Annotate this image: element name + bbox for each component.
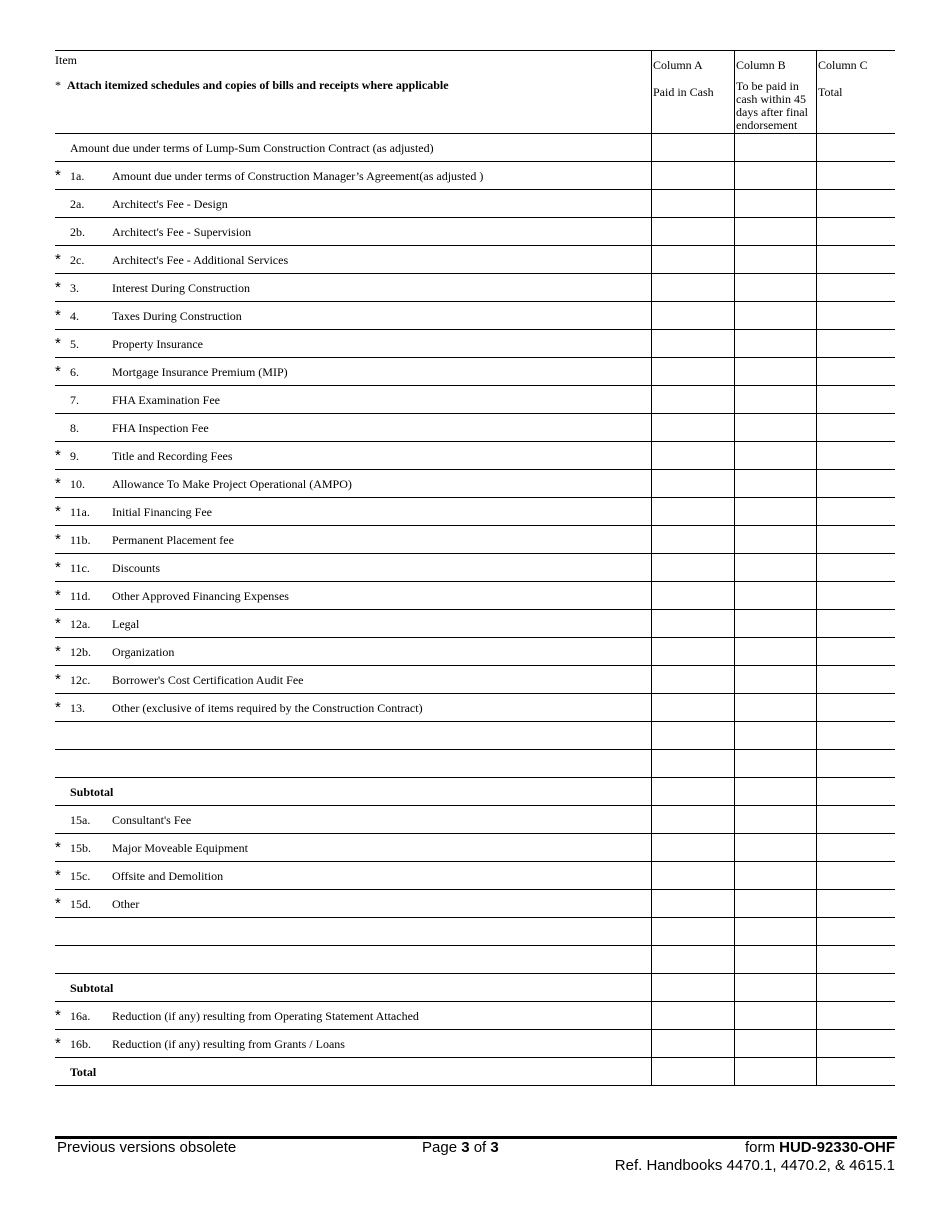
footer-obsolete-note: Previous versions obsolete	[57, 1139, 237, 1156]
column-c-cell[interactable]	[817, 694, 895, 721]
column-c-cell[interactable]	[817, 330, 895, 357]
column-divider	[651, 51, 652, 133]
column-a-cell[interactable]	[652, 946, 734, 973]
table-row	[55, 610, 895, 638]
form-id: form HUD-92330-OHF	[744, 1139, 895, 1156]
row-number: 15b.	[70, 841, 91, 855]
column-c-cell[interactable]	[817, 526, 895, 553]
attach-instruction: * Attach itemized schedules and copies of bills and receipts where applicable	[55, 78, 449, 92]
row-number: 8.	[70, 421, 79, 435]
column-b-cell[interactable]	[735, 554, 816, 581]
row-description: Other	[112, 897, 140, 911]
column-c-cell[interactable]	[817, 386, 895, 413]
column-c-cell[interactable]	[817, 218, 895, 245]
column-b-cell[interactable]	[735, 1030, 816, 1057]
row-description: Allowance To Make Project Operational (AMPO)	[112, 477, 352, 491]
column-b-cell[interactable]	[735, 386, 816, 413]
column-a-cell[interactable]	[652, 190, 734, 217]
row-description: Borrower's Cost Certification Audit Fee	[112, 673, 304, 687]
total-label: Subtotal	[70, 785, 114, 799]
column-c-cell[interactable]	[817, 918, 895, 945]
required-marker: *	[55, 587, 61, 604]
column-b-cell[interactable]	[735, 1058, 816, 1085]
column-a-cell[interactable]	[652, 442, 734, 469]
row-number: 2c.	[70, 253, 85, 267]
column-a-cell[interactable]	[652, 1030, 734, 1057]
item-header: Item	[55, 53, 77, 67]
table-row	[55, 498, 895, 526]
column-c-cell[interactable]	[817, 554, 895, 581]
row-description: Architect's Fee - Additional Services	[112, 253, 289, 267]
required-marker: *	[55, 363, 61, 380]
row-description: Other (exclusive of items required by the Construction Contract)	[112, 701, 423, 715]
column-c-cell[interactable]	[817, 806, 895, 833]
required-marker: *	[55, 895, 61, 912]
row-description: FHA Examination Fee	[112, 393, 220, 407]
column-c-cell[interactable]	[817, 974, 895, 1001]
column-a-cell[interactable]	[652, 890, 734, 917]
table-row	[55, 134, 895, 162]
column-c-cell[interactable]	[817, 498, 895, 525]
column-b-cell[interactable]	[735, 722, 816, 749]
table-row	[55, 274, 895, 302]
row-number: 12b.	[70, 645, 91, 659]
column-a-cell[interactable]	[652, 498, 734, 525]
column-a-cell[interactable]	[652, 330, 734, 357]
column-a-cell[interactable]	[652, 246, 734, 273]
column-b-cell[interactable]	[735, 582, 816, 609]
required-marker: *	[55, 615, 61, 632]
required-marker: *	[55, 335, 61, 352]
table-row	[55, 162, 895, 190]
column-a-subtitle: Paid in Cash	[653, 85, 714, 99]
column-b-cell[interactable]	[735, 862, 816, 889]
required-marker: *	[55, 503, 61, 520]
cost-certification-table	[55, 50, 895, 1086]
row-number: 2a.	[70, 197, 85, 211]
column-divider	[734, 51, 735, 133]
column-a-cell[interactable]	[652, 778, 734, 805]
column-b-cell[interactable]	[735, 498, 816, 525]
column-b-cell[interactable]	[735, 330, 816, 357]
column-c-cell[interactable]	[817, 722, 895, 749]
column-c-cell[interactable]	[817, 162, 895, 189]
table-row	[55, 358, 895, 386]
row-description: Other Approved Financing Expenses	[112, 589, 289, 603]
column-a-cell[interactable]	[652, 218, 734, 245]
column-c-cell[interactable]	[817, 190, 895, 217]
row-number: 1a.	[70, 169, 85, 183]
row-description: Initial Financing Fee	[112, 505, 212, 519]
total-label: Subtotal	[70, 981, 114, 995]
column-b-cell[interactable]	[735, 834, 816, 861]
row-number: 10.	[70, 477, 85, 491]
table-header	[55, 50, 895, 134]
table-row	[55, 582, 895, 610]
column-b-cell[interactable]	[735, 750, 816, 777]
column-b-cell[interactable]	[735, 246, 816, 273]
form-reference	[615, 1139, 895, 1175]
column-a-cell[interactable]	[652, 1058, 734, 1085]
column-c-cell[interactable]	[817, 666, 895, 693]
column-c-cell[interactable]	[817, 946, 895, 973]
row-description: Property Insurance	[112, 337, 203, 351]
column-c-cell[interactable]	[817, 890, 895, 917]
column-a-cell[interactable]	[652, 638, 734, 665]
row-number: 11b.	[70, 533, 91, 547]
row-number: 12c.	[70, 673, 91, 687]
row-number: 15c.	[70, 869, 91, 883]
column-b-cell[interactable]	[735, 974, 816, 1001]
row-number: 16a.	[70, 1009, 91, 1023]
column-b-cell[interactable]	[735, 694, 816, 721]
row-description: Amount due under terms of Construction Manager’s Agreement(as adjusted )	[112, 169, 484, 183]
row-description: Legal	[112, 617, 140, 631]
row-description: Consultant's Fee	[112, 813, 192, 827]
column-b-cell[interactable]	[735, 134, 816, 161]
column-b-cell[interactable]	[735, 666, 816, 693]
table-row	[55, 554, 895, 582]
column-b-subtitle: To be paid in cash within 45 days after final endorsement	[736, 79, 808, 132]
column-a-cell[interactable]	[652, 582, 734, 609]
row-description: Offsite and Demolition	[112, 869, 224, 883]
column-b-cell[interactable]	[735, 162, 816, 189]
table-row	[55, 918, 895, 946]
column-c-subtitle: Total	[818, 85, 843, 99]
column-c-cell[interactable]	[817, 1002, 895, 1029]
column-a-cell[interactable]	[652, 414, 734, 441]
column-c-cell[interactable]	[817, 834, 895, 861]
column-a-cell[interactable]	[652, 694, 734, 721]
page-indicator: Page 3 of 3	[422, 1139, 499, 1156]
table-row	[55, 974, 895, 1002]
column-c-cell[interactable]	[817, 414, 895, 441]
table-row	[55, 218, 895, 246]
column-b-cell[interactable]	[735, 274, 816, 301]
row-number: 12a.	[70, 617, 91, 631]
column-c-cell[interactable]	[817, 750, 895, 777]
column-a-cell[interactable]	[652, 918, 734, 945]
row-number: 11a.	[70, 505, 90, 519]
table-row	[55, 386, 895, 414]
table-row	[55, 890, 895, 918]
table-row	[55, 778, 895, 806]
row-description: Reduction (if any) resulting from Grants / Loans	[112, 1037, 345, 1051]
table-row	[55, 1058, 895, 1086]
row-number: 15d.	[70, 897, 91, 911]
table-row	[55, 190, 895, 218]
column-b-cell[interactable]	[735, 414, 816, 441]
column-c-cell[interactable]	[817, 302, 895, 329]
required-marker: *	[55, 307, 61, 324]
row-description: Title and Recording Fees	[112, 449, 233, 463]
column-a-cell[interactable]	[652, 134, 734, 161]
column-b-cell[interactable]	[735, 358, 816, 385]
required-marker: *	[55, 699, 61, 716]
required-marker: *	[55, 643, 61, 660]
table-row	[55, 946, 895, 974]
row-description: Architect's Fee - Design	[112, 197, 228, 211]
column-a-cell[interactable]	[652, 666, 734, 693]
row-number: 4.	[70, 309, 79, 323]
row-number: 7.	[70, 393, 79, 407]
row-number: 3.	[70, 281, 79, 295]
column-a-cell[interactable]	[652, 526, 734, 553]
row-description: Mortgage Insurance Premium (MIP)	[112, 365, 288, 379]
column-a-cell[interactable]	[652, 162, 734, 189]
column-a-cell[interactable]	[652, 610, 734, 637]
table-row	[55, 834, 895, 862]
column-a-cell[interactable]	[652, 722, 734, 749]
column-b-cell[interactable]	[735, 610, 816, 637]
required-marker: *	[55, 559, 61, 576]
column-b-cell[interactable]	[735, 218, 816, 245]
column-a-cell[interactable]	[652, 834, 734, 861]
column-a-cell[interactable]	[652, 470, 734, 497]
column-a-cell[interactable]	[652, 806, 734, 833]
row-number: 11d.	[70, 589, 91, 603]
column-c-cell[interactable]	[817, 610, 895, 637]
required-marker: *	[55, 531, 61, 548]
column-b-cell[interactable]	[735, 890, 816, 917]
column-b-cell[interactable]	[735, 806, 816, 833]
required-marker: *	[55, 475, 61, 492]
column-a-title: Column A	[653, 58, 703, 72]
required-marker: *	[55, 447, 61, 464]
table-row	[55, 666, 895, 694]
column-a-cell[interactable]	[652, 554, 734, 581]
column-b-cell[interactable]	[735, 190, 816, 217]
required-marker: *	[55, 1007, 61, 1024]
column-c-cell[interactable]	[817, 358, 895, 385]
row-description: FHA Inspection Fee	[112, 421, 209, 435]
column-b-cell[interactable]	[735, 918, 816, 945]
column-a-cell[interactable]	[652, 302, 734, 329]
row-description: Interest During Construction	[112, 281, 250, 295]
table-row	[55, 638, 895, 666]
column-a-cell[interactable]	[652, 358, 734, 385]
table-row	[55, 1030, 895, 1058]
column-b-cell[interactable]	[735, 442, 816, 469]
handbook-ref: Ref. Handbooks 4470.1, 4470.2, & 4615.1	[614, 1157, 895, 1174]
column-c-cell[interactable]	[817, 862, 895, 889]
column-c-cell[interactable]	[817, 470, 895, 497]
table-row	[55, 302, 895, 330]
column-b-cell[interactable]	[735, 946, 816, 973]
required-marker: *	[55, 167, 61, 184]
column-b-cell[interactable]	[735, 470, 816, 497]
table-row	[55, 806, 895, 834]
column-a-cell[interactable]	[652, 862, 734, 889]
required-marker: *	[55, 279, 61, 296]
row-description: Permanent Placement fee	[112, 533, 234, 547]
row-number: 13.	[70, 701, 85, 715]
column-a-cell[interactable]	[652, 1002, 734, 1029]
table-row	[55, 414, 895, 442]
row-description: Amount due under terms of Lump-Sum Construction Contract (as adjusted)	[70, 141, 434, 155]
row-number: 15a.	[70, 813, 91, 827]
column-b-cell[interactable]	[735, 302, 816, 329]
column-a-cell[interactable]	[652, 386, 734, 413]
table-row	[55, 442, 895, 470]
column-divider	[816, 51, 817, 133]
column-b-title: Column B	[736, 58, 786, 72]
table-row	[55, 750, 895, 778]
row-number: 11c.	[70, 561, 90, 575]
column-a-cell[interactable]	[652, 274, 734, 301]
table-row	[55, 862, 895, 890]
row-number: 9.	[70, 449, 79, 463]
total-label: Total	[70, 1065, 97, 1079]
column-a-cell[interactable]	[652, 750, 734, 777]
column-c-cell[interactable]	[817, 638, 895, 665]
table-row	[55, 694, 895, 722]
required-marker: *	[55, 671, 61, 688]
column-b-cell[interactable]	[735, 778, 816, 805]
column-b-cell[interactable]	[735, 1002, 816, 1029]
row-number: 16b.	[70, 1037, 91, 1051]
row-number: 2b.	[70, 225, 85, 239]
table-row	[55, 526, 895, 554]
column-c-cell[interactable]	[817, 134, 895, 161]
row-description: Organization	[112, 645, 175, 659]
row-description: Architect's Fee - Supervision	[112, 225, 252, 239]
column-c-cell[interactable]	[817, 1030, 895, 1057]
row-number: 6.	[70, 365, 79, 379]
table-body	[55, 134, 895, 1086]
required-marker: *	[55, 251, 61, 268]
column-c-cell[interactable]	[817, 442, 895, 469]
column-b-cell[interactable]	[735, 638, 816, 665]
table-row	[55, 722, 895, 750]
required-marker: *	[55, 867, 61, 884]
column-c-cell[interactable]	[817, 582, 895, 609]
table-row	[55, 246, 895, 274]
column-c-cell[interactable]	[817, 274, 895, 301]
required-marker: *	[55, 1035, 61, 1052]
column-b-cell[interactable]	[735, 526, 816, 553]
column-c-cell[interactable]	[817, 246, 895, 273]
row-description: Reduction (if any) resulting from Operating Statement Attached	[112, 1009, 419, 1023]
row-description: Discounts	[112, 561, 160, 575]
table-row	[55, 470, 895, 498]
required-marker: *	[55, 839, 61, 856]
row-description: Major Moveable Equipment	[112, 841, 248, 855]
row-description: Taxes During Construction	[112, 309, 242, 323]
table-row	[55, 330, 895, 358]
column-c-cell[interactable]	[817, 1058, 895, 1085]
column-c-cell[interactable]	[817, 778, 895, 805]
table-row	[55, 1002, 895, 1030]
column-a-cell[interactable]	[652, 974, 734, 1001]
column-c-title: Column C	[818, 58, 868, 72]
row-number: 5.	[70, 337, 79, 351]
